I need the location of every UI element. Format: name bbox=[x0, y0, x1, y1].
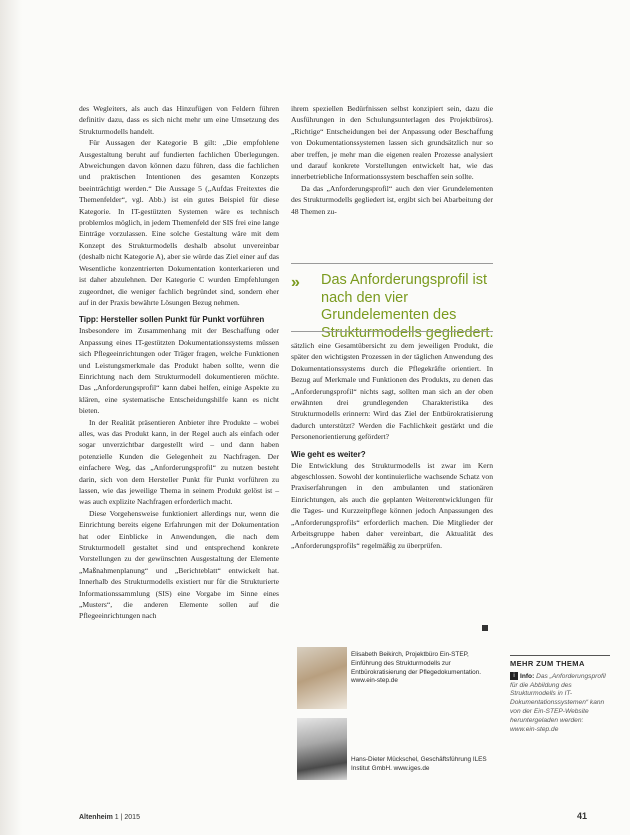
article-column-middle-bottom bbox=[291, 340, 493, 551]
pull-quote-text: Das Anforderungsprofil ist nach den vier Grundelementen des Strukturmodells gegliedert. bbox=[321, 272, 494, 341]
article-column-middle-top bbox=[291, 103, 493, 217]
side-box-heading: MEHR ZUM THEMA bbox=[510, 659, 585, 668]
page-gutter-shadow bbox=[0, 0, 22, 835]
body-paragraph: sätzlich eine Gesamtübersicht zu dem jeweiligen Produkt, die später den wichtigsten Prozessen in der täglichen Anwendung des Dokumentationssystems durch die Pflegekräfte orientiert. In Bezug auf Merkmale und Funktionen des Produkts, zu denen das „Anforderungsprofil“ nichts sagt, sollten man sich an der oben erwähnten drei grundlegenden Charakteristika des Strukturmodells erinnern: Wird das Ziel der Entbürokratisierung dadurch unterstützt? Werden die Fachlichkeit gestärkt und die Personenorientierung gefördert? bbox=[291, 341, 493, 442]
author-caption: Elisabeth Beikirch, Projektbüro Ein-STEP, Einführung des Strukturmodells zur Entbürokratisierung der Pflegedokumentation. www.ein-step.de bbox=[351, 651, 482, 685]
body-paragraph: Insbesondere im Zusammenhang mit der Beschaffung oder Anpassung eines IT-gestützten Dokumentationssystems müssen sich Pflegeeinrichtungen oder Träger fragen, welche Funktionen und Leistungsmerkmale das Produkt haben sollte, wenn die Einrichtung nach dem Strukturmodell dokumentieren möchte. Das „Anforderungsprofil“ kann dabei helfen, einige Aspekte zu klären, eine systematische Entscheidungshilfe kann es nicht bieten. bbox=[79, 326, 279, 416]
pull-quote-marker-icon: » bbox=[291, 274, 297, 291]
body-paragraph: Da das „Anforderungsprofil“ auch den vier Grundelementen des Strukturmodells gegliedert ist, ergibt sich bei Abarbeitung der 48 Themen zu- bbox=[291, 183, 493, 216]
author-photo bbox=[297, 718, 347, 780]
footer-magazine bbox=[79, 814, 140, 821]
body-paragraph: des Wegleiters, als auch das Hinzufügen von Feldern führen definitiv dazu, dass es sich nicht mehr um eine Umsetzung des Strukturmodells handelt. bbox=[79, 104, 279, 136]
article-column-left bbox=[79, 103, 279, 622]
author-photo bbox=[297, 647, 347, 709]
body-paragraph: ihrem speziellen Bedürfnissen selbst konzipiert sein, dazu die Ausführungen in den Schulungsunterlagen des Projektbüros). „Richtige“ Entscheidungen bei der Anpassung oder Beschaffung von Dokumentationssystemen lassen sich grundsätzlich nur so aber treffen, je mehr man die eigenen realen Prozesse analysiert und darauf konkrete Vorstellungen entwickelt hat, wie das innerbetriebliche Informationssystem beschaffen sein sollte. bbox=[291, 104, 493, 182]
body-paragraph: Für Aussagen der Kategorie B gilt: „Die empfohlene Ausgestaltung beruht auf fundierten fachlichen Überlegungen. Abweichungen davon können dazu führen, dass die fachlichen und praktischen Intentionen des gesamten Konzepts beeinträchtigt werden.“ Die Aussage 5 („Aufdas Freitextes die Themenfelder“, vgl. Abb.) ist ein gutes Beispiel für diese Kategorie. In IT-gestützten Systemen wäre es technisch problemlos möglich, in jedem Themenfeld der SIS frei eine lange Einträge vorzulassen. Eine solche Gestaltung wäre mit dem Konzept des Strukturmodells deshalb absolut unvereinbar (deshalb nicht Kategorie A), aber sie würde das Ziel einer auf das Wesentliche konzentrierten Dokumentation konterkarieren und ist daher abzulehnen. Der Kategorie C wurden Empfehlungen zugeordnet, die weniger fachlich begründet sind, sondern eher auf in der Praxis bewährte Lösungen Bezug nehmen. bbox=[79, 138, 279, 307]
body-paragraph: In der Realität präsentieren Anbieter ihre Produkte – wobei alles, was das Produkt kann, in der Regel auch als einfach oder sogar unverzichtbar dargestellt wird – und dann haben potenzielle Kunden die Gelegenheit zu Nachfragen. Der einfachere Weg, das „Anforderungsprofil“ zu nutzen besteht darin, sich von dem Hersteller Punkt für Punkt vorführen zu lassen, wie das jeweilige Thema in seinem Produkt gelöst ist – was auch explizite Nachfragen erforderlich macht. bbox=[79, 417, 279, 507]
article-end-mark-icon bbox=[482, 625, 488, 631]
more-on-topic-box bbox=[510, 655, 610, 734]
author-caption: Hans-Dieter Mückschel, Geschäftsführung ILES Institut GmbH. www.iges.de bbox=[351, 756, 487, 772]
side-box-body: Das „Anforderungsprofil für die Abbildung des Strukturmodells in IT-Dokumentationssystemen“ kann von der Ein-STEP-Website heruntergeladen werden: www.ein-step.de bbox=[510, 672, 606, 733]
magazine-name: Altenheim bbox=[79, 814, 113, 821]
pull-quote-top-rule bbox=[291, 263, 493, 264]
info-icon: i bbox=[510, 672, 518, 680]
side-box-text bbox=[510, 672, 610, 734]
body-paragraph: Die Entwicklung des Strukturmodells ist zwar im Kern abgeschlossen. Sowohl der kontinuierliche wachsende Schatz von Praxiserfahrungen in den ambulanten und stationären Einrichtungen, als auch die geplanten Weiterentwicklungen für die Tages- und Kurzzeitpflege können jedoch Anpassungen des „Anforderungsprofils“ erforderlich machen. Die Mitglieder der Arbeitsgruppe haben daher vereinbart, die Aktualität des „Anforderungsprofils“ regelmäßig zu überprüfen. bbox=[291, 460, 493, 550]
section-heading: Wie geht es weiter? bbox=[291, 449, 366, 459]
info-label: Info: bbox=[520, 672, 535, 680]
side-box-rule bbox=[510, 655, 610, 656]
pull-quote-bottom-rule bbox=[291, 331, 493, 332]
body-paragraph: Diese Vorgehensweise funktioniert allerdings nur, wenn die Einrichtung bereits eigene Erfahrungen mit der Dokumentation hat oder Einblicke in Anwendungen, die nach dem Strukturmodell gestaltet sind und entsprechend konkrete Vorstellungen zu der gewünschten Ausgestaltung der Elemente „Maßnahmenplanung“ und „Berichteblatt“ entwickelt hat. Innerhalb des Strukturmodells existiert nur für die Strukturierte Informationssammlung (SIS) eine Vorgabe im Sinne eines „Musters“, die anderen Elemente sollen auf die Pflegeeinrichtungen nach bbox=[79, 508, 279, 621]
issue-number: 1 | 2015 bbox=[114, 814, 140, 821]
page-number: 41 bbox=[577, 811, 588, 821]
section-heading: Tipp: Hersteller sollen Punkt für Punkt vorführen bbox=[79, 315, 265, 325]
